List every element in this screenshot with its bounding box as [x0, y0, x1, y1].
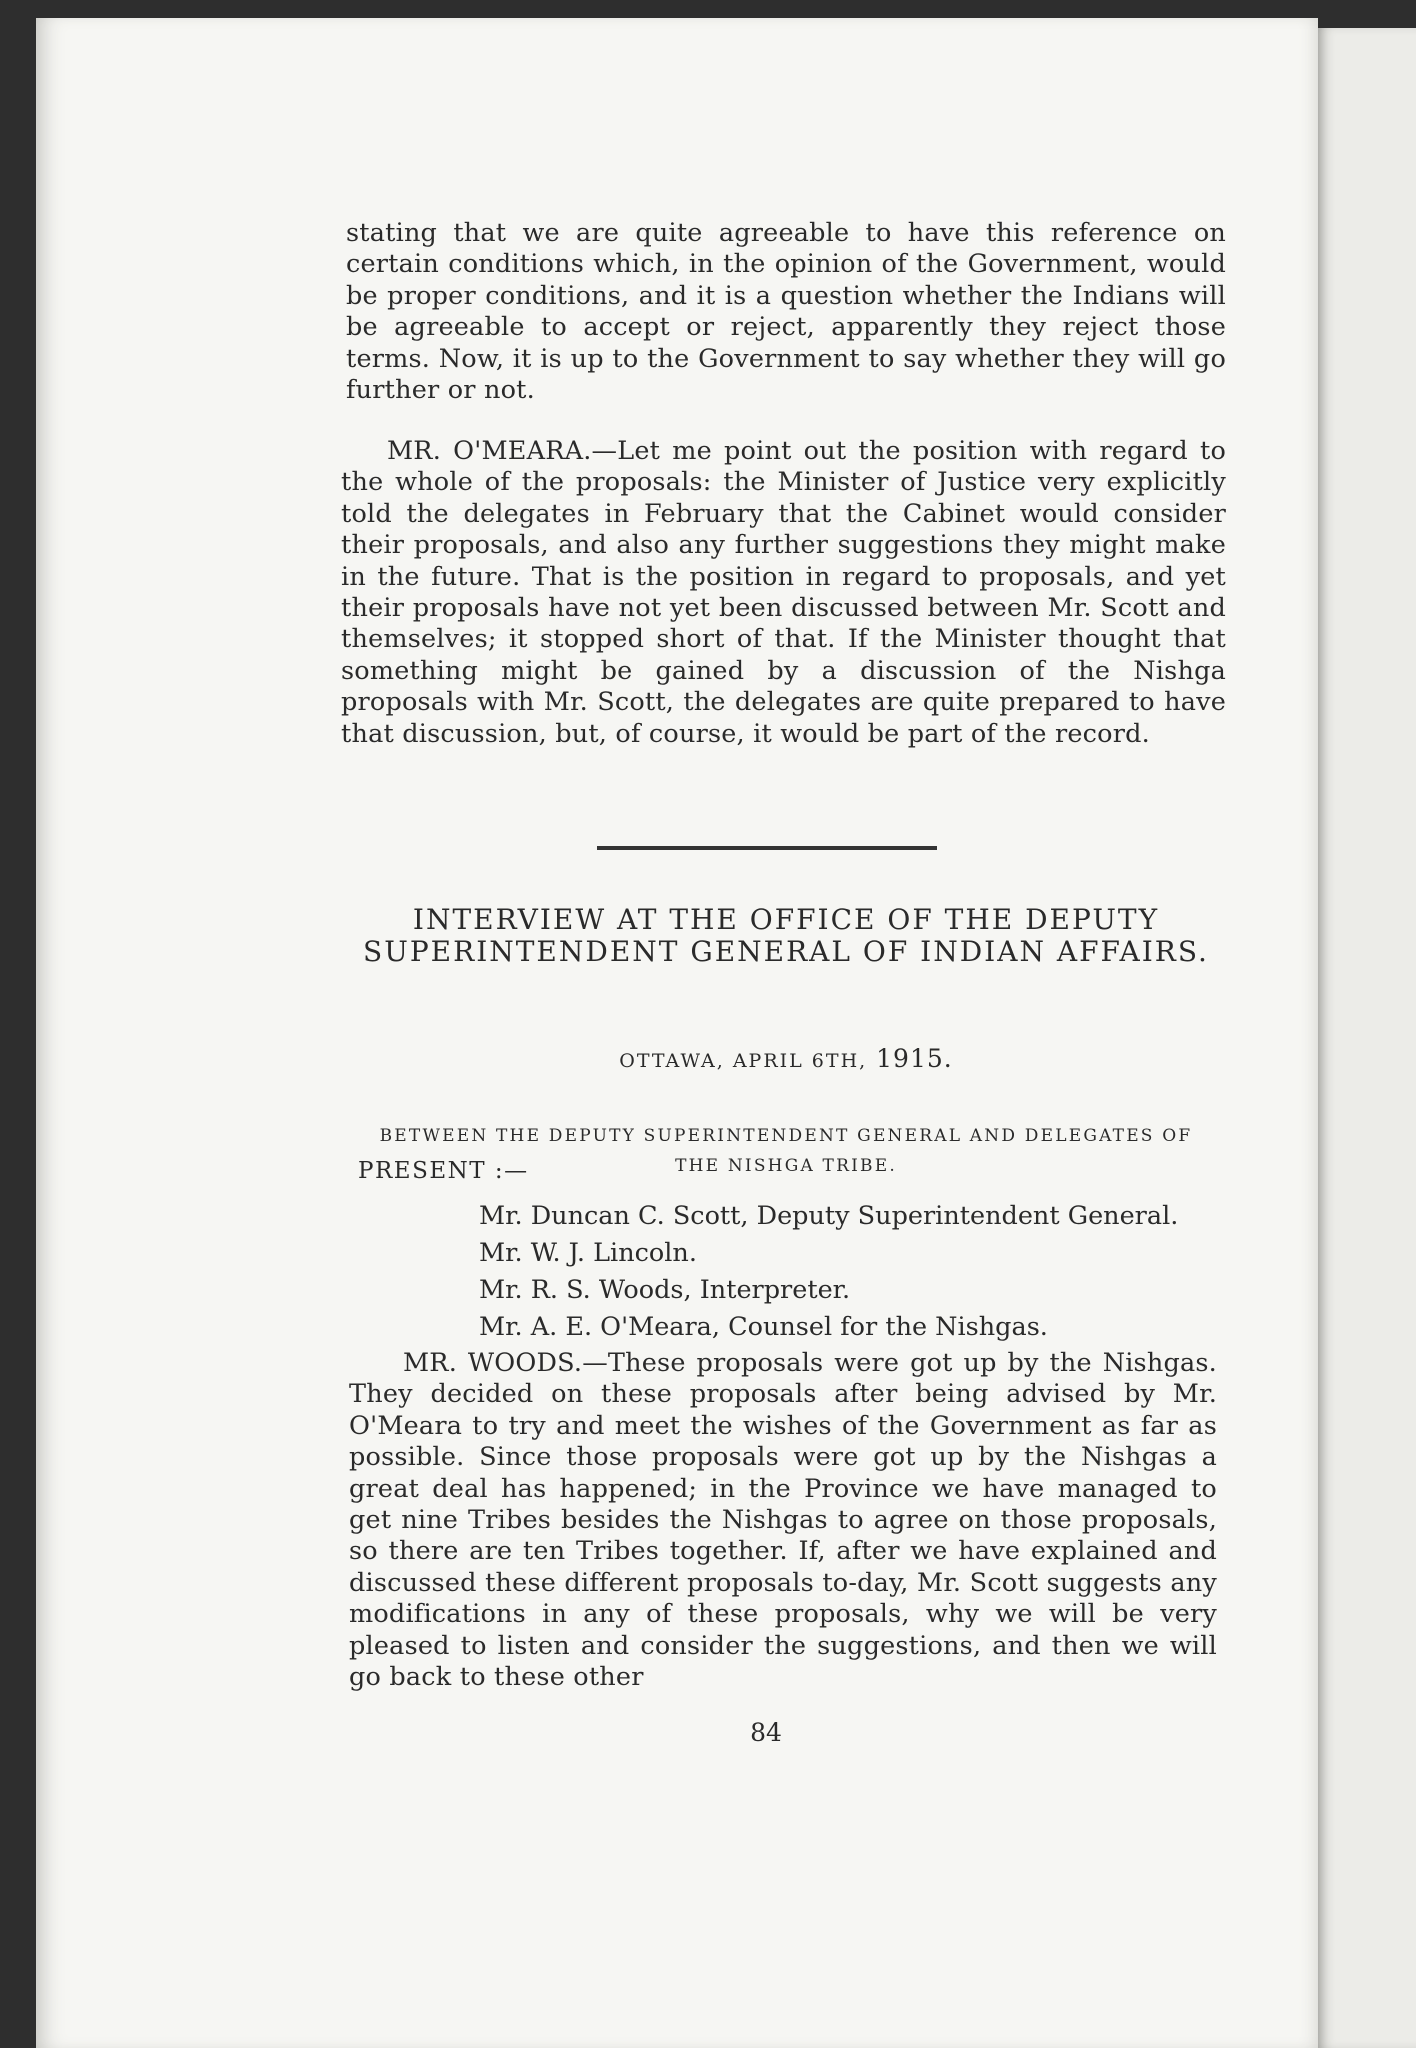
- attendee-list: [479, 1198, 1239, 1346]
- dateline: [336, 1044, 1236, 1073]
- attendee-item: Mr. A. E. O'Meara, Counsel for the Nishgas.: [479, 1312, 1048, 1342]
- paragraph-omeara: MR. O'MEARA.—Let me point out the position with regard to the whole of the proposals: the Minister of Justice very explicitly told the delegates in February that the Cabinet would consider their proposals, and also any further suggestions they might make in the future. That is the position in regard to proposals, and yet their proposals have not yet been discussed between Mr. Scott and themselves; it stopped short of that. If the Minister thought that something might be gained by a discussion of the Nishga proposals with Mr. Scott, the delegates are quite prepared to have that discussion, but, of course, it would be part of the record.: [341, 436, 1226, 749]
- paragraph-continued: stating that we are quite agreeable to have this reference on certain conditions which, in the opinion of the Government, would be proper conditions, and it is a question whether the Indians will be agreeable to accept or reject, apparently they reject those terms. Now, it is up to the Government to say whether they will go further or not.: [346, 218, 1226, 406]
- section-heading: INTERVIEW AT THE OFFICE OF THE DEPUTY SUPERINTENDENT GENERAL OF INDIAN AFFAIRS.: [363, 903, 1209, 968]
- book-page: [36, 18, 1318, 2048]
- section-divider: [597, 846, 937, 850]
- attendee-item: Mr. W. J. Lincoln.: [479, 1238, 697, 1268]
- attendee-item: Mr. Duncan C. Scott, Deputy Superintendent General.: [479, 1201, 1179, 1231]
- page-content: [36, 18, 1318, 2048]
- page-number: 84: [750, 1718, 782, 1747]
- dateline-place: OTTAWA, APRIL 6TH,: [619, 1050, 868, 1072]
- paragraph-woods: MR. WOODS.—These proposals were got up by the Nishgas. They decided on these proposals after being advised by Mr. O'Meara to try and meet the wishes of the Government as far as possible. Since those proposals were got up by the Nishgas a great deal has happened; in the Province we have managed to get nine Tribes besides the Nishgas to agree on those proposals, so there are ten Tribes together. If, after we have explained and discussed these different proposals to-day, Mr. Scott suggests any modifications in any of these proposals, why we will be very pleased to listen and consider the suggestions, and then we will go back to these other: [349, 1348, 1217, 1693]
- present-label: PRESENT :—: [358, 1158, 529, 1184]
- adjacent-page-edge: [1318, 28, 1416, 2048]
- attendee-item: Mr. R. S. Woods, Interpreter.: [479, 1275, 851, 1305]
- dateline-year: 1915.: [876, 1044, 953, 1073]
- subheading: BETWEEN THE DEPUTY SUPERINTENDENT GENERAL AND DELEGATES OF THE NISHGA TRIBE.: [379, 1126, 1193, 1176]
